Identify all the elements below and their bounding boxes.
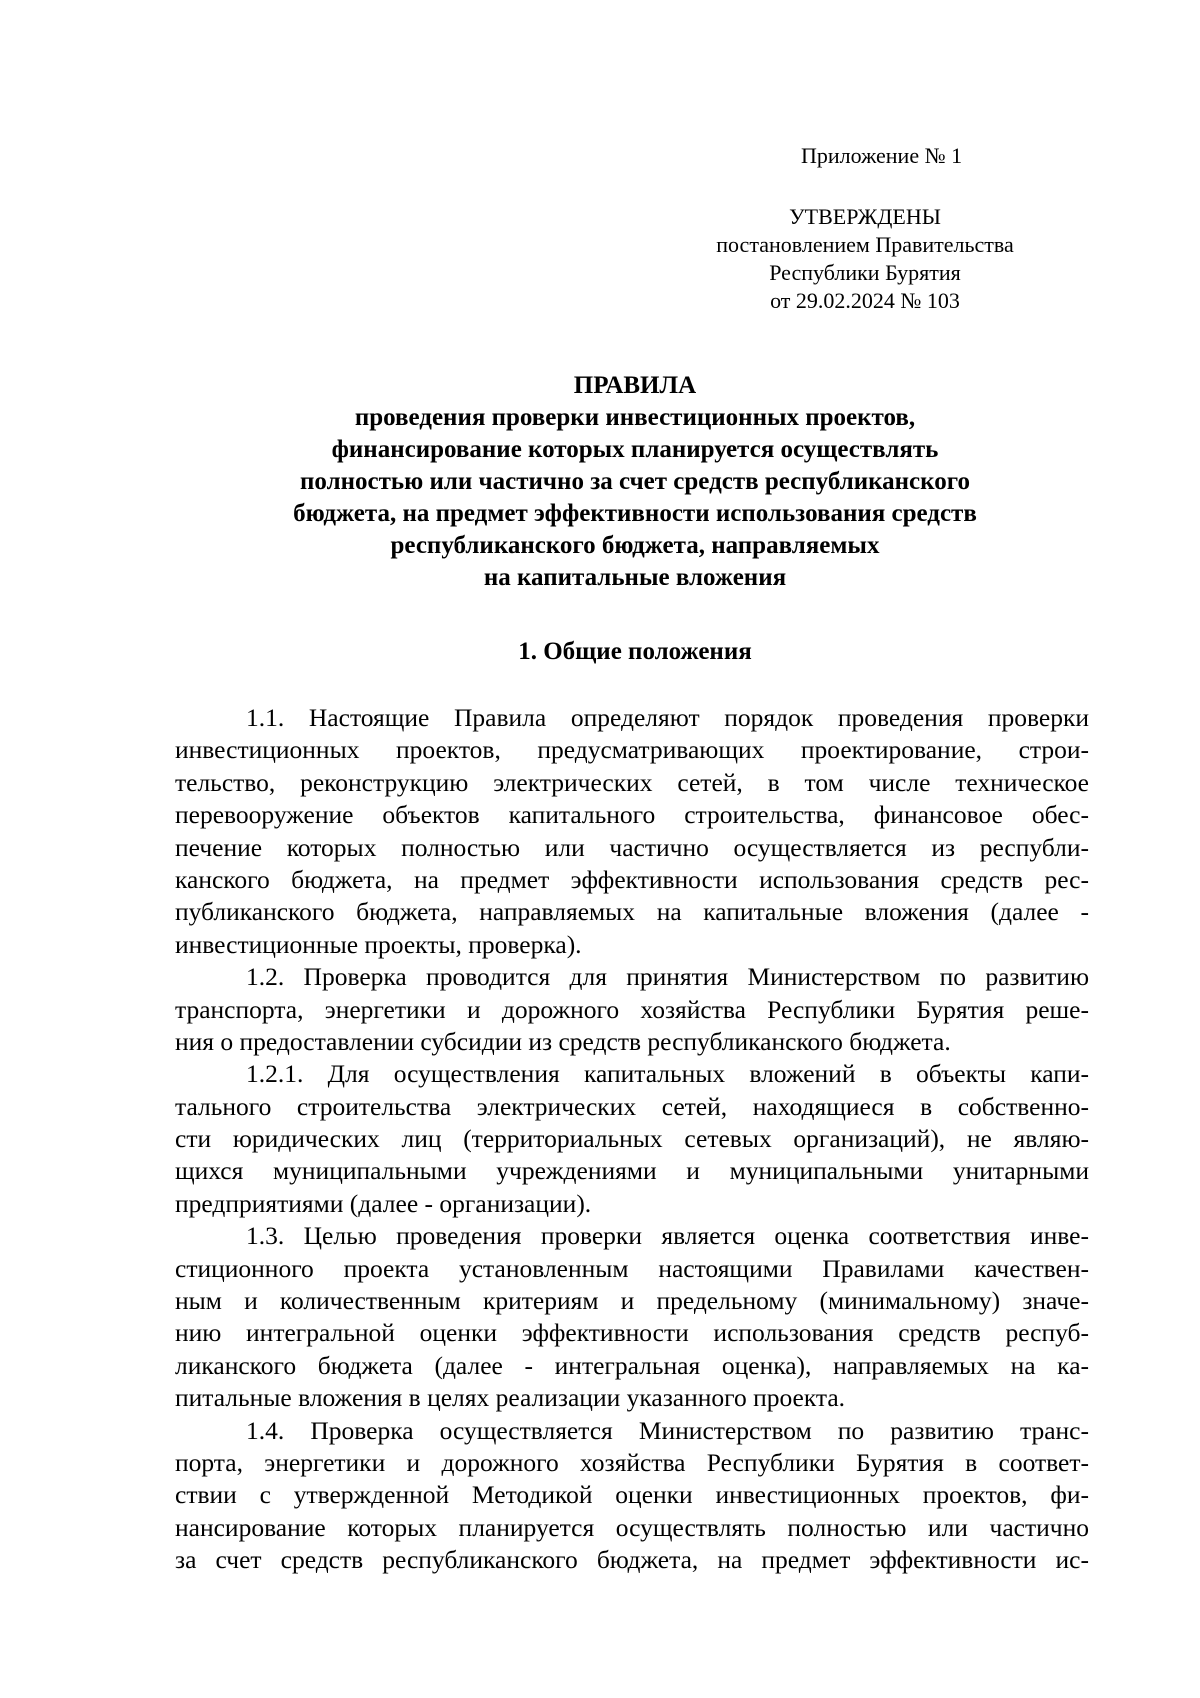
body-line: предприятиями (далее - организации). xyxy=(175,1188,592,1218)
body-line: 1.2. Проверка проводится для принятия Министерством по развитию xyxy=(246,962,1089,992)
title-line: полностью или частично за счет средств республиканского xyxy=(300,468,970,495)
body-line: печение которых полностью или частично осуществляется из республи- xyxy=(175,832,1089,862)
approval-line: УТВЕРЖДЕНЫ xyxy=(789,204,941,229)
body-line: транспорта, энергетики и дорожного хозяйства Республики Бурятия реше- xyxy=(175,994,1089,1024)
body-line: нию интегральной оценки эффективности использования средств респуб- xyxy=(175,1318,1089,1348)
body-line: 1.4. Проверка осуществляется Министерством по развитию транс- xyxy=(246,1415,1089,1445)
body-line: сти юридических лиц (территориальных сетевых организаций), не являю- xyxy=(175,1124,1089,1154)
approval-line: от 29.02.2024 № 103 xyxy=(770,288,960,313)
body-line: порта, энергетики и дорожного хозяйства Республики Бурятия в соответ- xyxy=(175,1447,1089,1477)
title-line: бюджета, на предмет эффективности использования средств xyxy=(293,500,977,527)
section-heading: 1. Общие положения xyxy=(518,638,752,665)
title-line: на капитальные вложения xyxy=(483,564,787,591)
approval-line: Республики Бурятия xyxy=(769,260,961,285)
body-line: инвестиционных проектов, предусматривающих проектирование, строи- xyxy=(175,735,1089,765)
document-title xyxy=(175,370,1095,594)
body-text xyxy=(175,702,1089,1577)
body-line: канского бюджета, на предмет эффективности использования средств рес- xyxy=(175,864,1089,894)
approval-line: постановлением Правительства xyxy=(716,232,1014,257)
title-line: республиканского бюджета, направляемых xyxy=(390,532,880,559)
annex-label: Приложение № 1 xyxy=(801,143,963,168)
body-line: перевооружение объектов капитального строительства, финансовое обес- xyxy=(175,800,1089,830)
body-line: ликанского бюджета (далее - интегральная оценка), направляемых на ка- xyxy=(175,1350,1089,1380)
title-line: финансирование которых планируется осуществлять xyxy=(331,436,939,463)
body-line: стиционного проекта установленным настоящими Правилами качествен- xyxy=(175,1253,1089,1283)
body-line: ным и количественным критериям и предельному (минимальному) значе- xyxy=(175,1286,1089,1316)
body-line: 1.1. Настоящие Правила определяют порядок проведения проверки xyxy=(246,703,1089,732)
approval-block xyxy=(700,203,1030,315)
title-line: ПРАВИЛА xyxy=(573,372,697,399)
body-line: щихся муниципальными учреждениями и муниципальными унитарными xyxy=(175,1156,1089,1186)
body-line: ния о предоставлении субсидии из средств республиканского бюджета. xyxy=(175,1026,951,1056)
body-line: 1.2.1. Для осуществления капитальных вложений в объекты капи- xyxy=(246,1059,1089,1089)
body-line: 1.3. Целью проведения проверки является оценка соответствия инве- xyxy=(246,1221,1089,1251)
body-line: нансирование которых планируется осуществлять полностью или частично xyxy=(175,1512,1089,1542)
body-line: публиканского бюджета, направляемых на капитальные вложения (далее - xyxy=(175,897,1089,927)
body-line: тального строительства электрических сетей, находящиеся в собственно- xyxy=(175,1091,1089,1121)
body-line: питальные вложения в целях реализации указанного проекта. xyxy=(175,1383,846,1413)
body-line: тельство, реконструкцию электрических сетей, в том числе техническое xyxy=(175,767,1089,797)
title-line: проведения проверки инвестиционных проектов, xyxy=(354,404,916,431)
body-line: ствии с утвержденной Методикой оценки инвестиционных проектов, фи- xyxy=(175,1480,1089,1510)
body-line: инвестиционные проекты, проверка). xyxy=(175,929,582,959)
body-line: за счет средств республиканского бюджета, на предмет эффективности ис- xyxy=(175,1545,1089,1575)
